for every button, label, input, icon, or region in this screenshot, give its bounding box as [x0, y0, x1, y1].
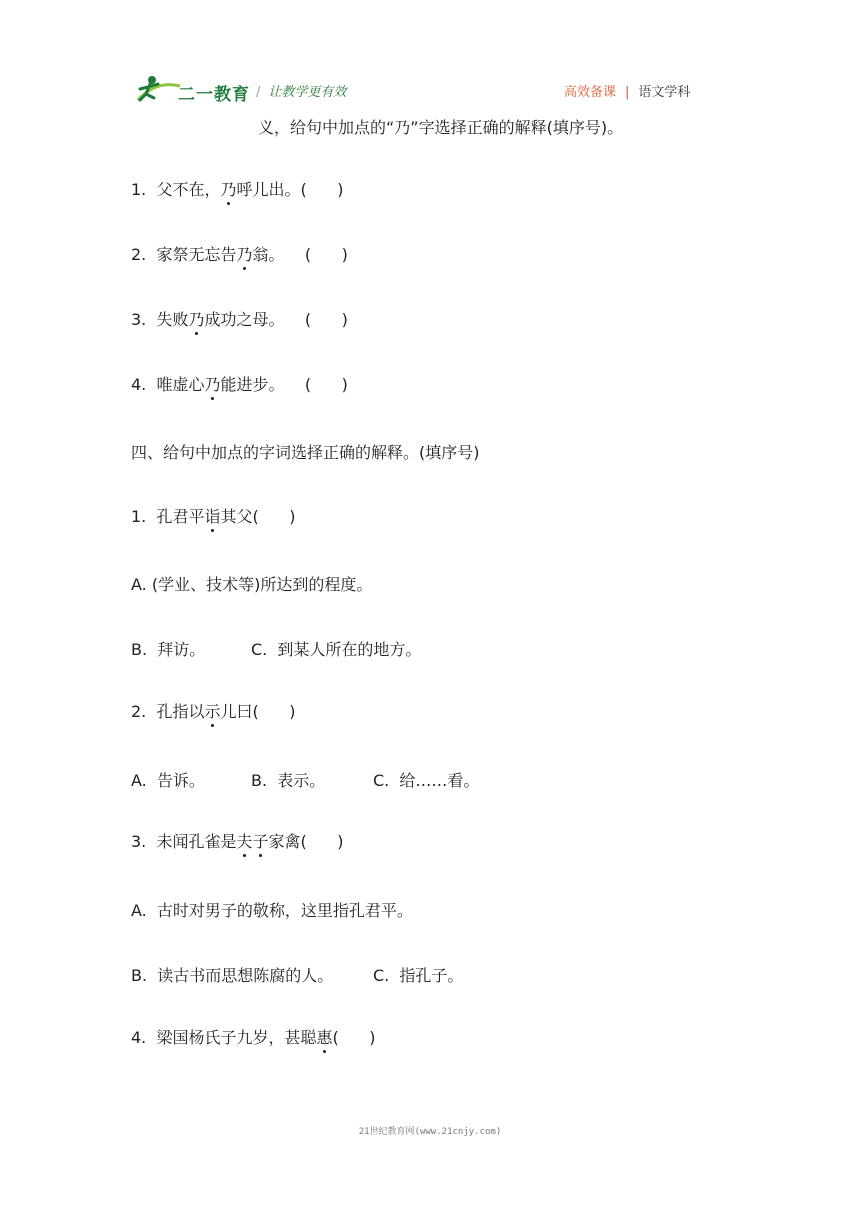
slogan: / 让教学更有效: [256, 85, 347, 100]
q3-option-c: C. 指孔子。: [373, 966, 464, 985]
q3-option-b: B. 读古书而思想陈腐的人。: [131, 966, 334, 985]
question-2: 2. 孔指以示儿曰( ): [131, 702, 296, 721]
course-label: 高效备课: [564, 85, 617, 100]
question-3: 3. 未闻孔雀是夫子家禽( ): [131, 832, 344, 851]
q2-option-a: A. 告诉。: [131, 771, 205, 790]
q2-option-c: C. 给……看。: [373, 771, 480, 790]
dotted-char: 诣: [204, 507, 221, 526]
q2-option-b: B. 表示。: [251, 771, 326, 790]
section3-item-4: 4. 唯虚心乃能进步。 ( ): [131, 375, 348, 394]
dotted-char: 乃: [204, 375, 221, 394]
section3-item-3: 3. 失败乃成功之母。 ( ): [131, 310, 348, 329]
q1-option-a: A. (学业、技术等)所达到的程度。: [131, 575, 373, 594]
q3-option-a: A. 古时对男子的敬称，这里指孔君平。: [131, 901, 413, 920]
intro-text: 义，给句中加点的“乃”字选择正确的解释(填序号)。: [258, 118, 624, 137]
dotted-char: 示: [204, 702, 221, 721]
section3-item-2: 2. 家祭无忘告乃翁。 ( ): [131, 245, 348, 264]
dotted-char: 夫: [236, 832, 253, 851]
page-footer: 21世纪教育网(www.21cnjy.com): [358, 1127, 502, 1137]
logo-text: 二一教育: [178, 85, 250, 105]
section3-item-1: 1. 父不在，乃呼儿出。( ): [131, 180, 344, 199]
dotted-char: 惠: [316, 1028, 333, 1047]
header-separator: |: [625, 85, 630, 100]
subject-label: 语文学科: [638, 85, 691, 100]
dotted-char: 乃: [236, 245, 253, 264]
dotted-char: 乃: [188, 310, 205, 329]
page-header: [0, 0, 860, 110]
q1-option-b: B. 拜访。: [131, 640, 206, 659]
dotted-char: 子: [252, 832, 269, 851]
question-1: 1. 孔君平诣其父( ): [131, 507, 296, 526]
section4-title: 四、给句中加点的字词选择正确的解释。(填序号): [131, 443, 480, 462]
dotted-char: 乃: [220, 180, 237, 199]
question-4: 4. 梁国杨氏子九岁，甚聪惠( ): [131, 1028, 376, 1047]
q1-option-c: C. 到某人所在的地方。: [251, 640, 422, 659]
header-course-info: [564, 81, 690, 100]
